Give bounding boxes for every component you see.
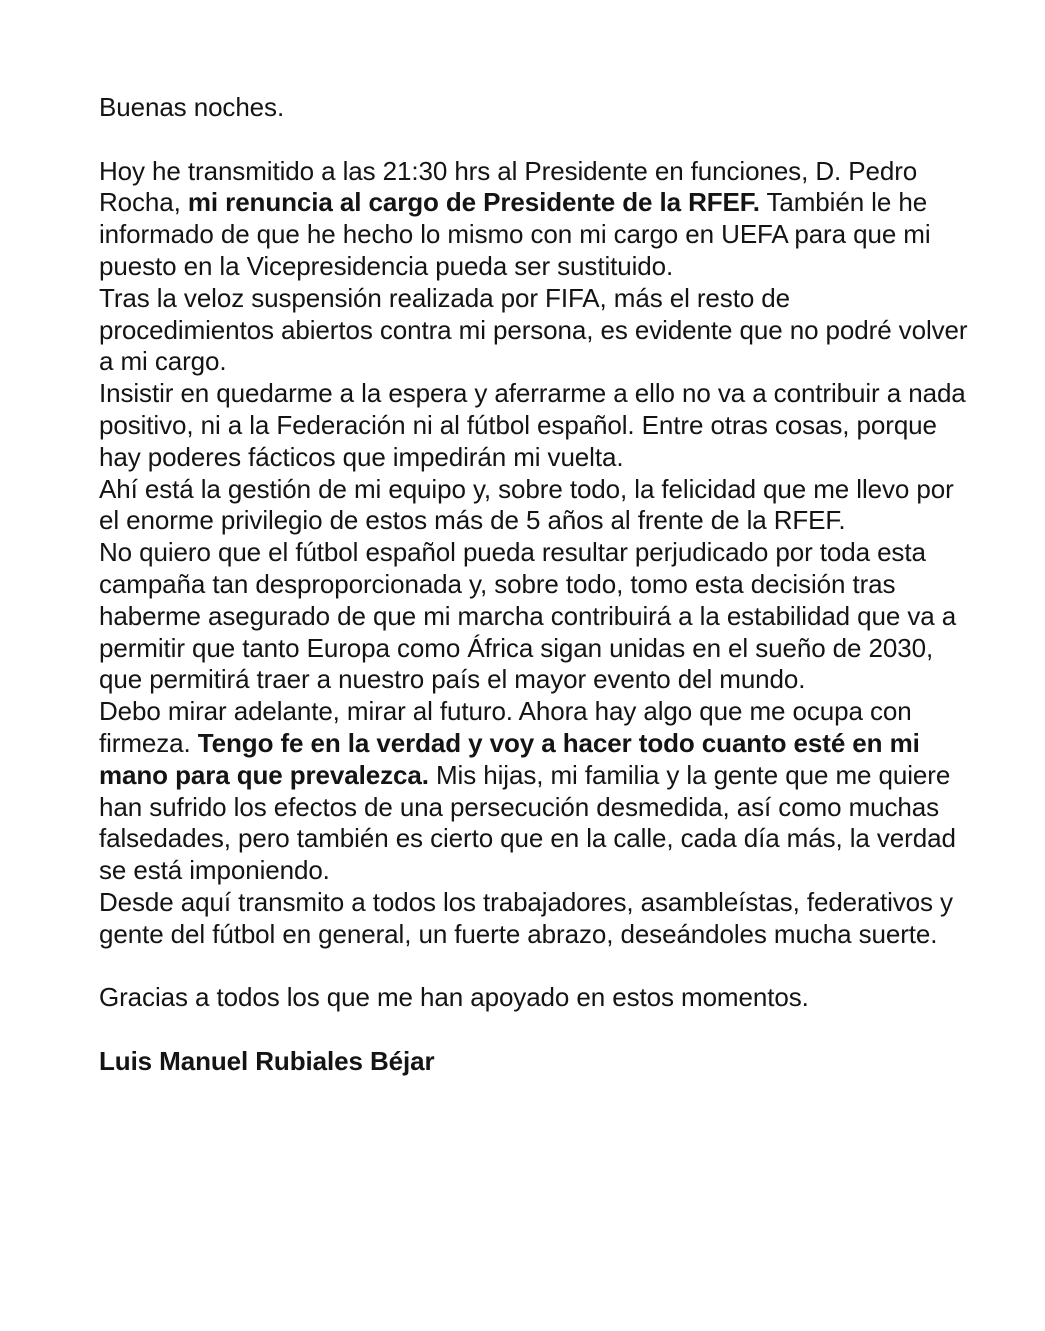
verdad-text-end: Mis hijas, mi familia y la gente que me quiere han sufrido los efectos de una persecución desmedida, así como muchas falsedades, pero también es cierto que en la calle, cada día más, la verdad se está imponiendo.	[99, 759, 956, 886]
paragraph-gestion: Ahí está la gestión de mi equipo y, sobre todo, la felicidad que me llevo por el enorme privilegio de estos más de 5 años al frente de la RFEF.	[99, 473, 954, 536]
paragraph-abrazo: Desde aquí transmito a todos los trabajadores, asambleístas, federativos y gente del fútbol en general, un fuerte abrazo, deseándoles mucha suerte.	[99, 886, 953, 949]
paragraph-futbol: No quiero que el fútbol español pueda resultar perjudicado por toda esta campaña tan desproporcionada y, sobre todo, tomo esta decisión tras haberme asegurado de que mi marcha contribuirá a la estabilidad que va a permitir que tanto Europa como África sigan unidas en el sueño de 2030, que permitirá traer a nuestro país el mayor evento del mundo.	[99, 537, 957, 695]
greeting: Buenas noches.	[99, 92, 285, 122]
verdad-text-start: Debo mirar adelante, mirar al futuro. Ahora hay algo que me ocupa con firmeza.	[99, 696, 912, 758]
resignation-text-start: Hoy he transmitido a las 21:30 hrs al Presidente en funciones, D. Pedro Rocha,	[99, 155, 918, 218]
verdad-bold: Tengo fe en la verdad y voy a hacer todo cuanto esté en mi mano para que prevalezca.	[99, 727, 920, 790]
resignation-text-end: También le he informado de que he hecho lo mismo con mi cargo en UEFA para que mi puesto en la Vicepresidencia pueda ser sustituido.	[99, 187, 931, 281]
paragraph-resignation	[99, 156, 969, 283]
spacer	[99, 951, 969, 983]
paragraph-insistir: Insistir en quedarme a la espera y aferrarme a ello no va a contribuir a nada positivo, ni a la Federación ni al fútbol español. Entre otras cosas, porque hay poderes fácticos que impedirán mi vuelta.	[99, 378, 966, 472]
paragraph-verdad	[99, 696, 969, 887]
signature: Luis Manuel Rubiales Béjar	[99, 1045, 435, 1076]
spacer	[99, 1014, 969, 1046]
paragraph-fifa: Tras la veloz suspensión realizada por FIFA, más el resto de procedimientos abiertos contra mi persona, es evidente que no podré volver a mi cargo.	[99, 282, 968, 377]
letter-body	[99, 92, 969, 1078]
thanks: Gracias a todos los que me han apoyado en estos momentos.	[99, 982, 809, 1013]
resignation-bold: mi renuncia al cargo de Presidente de la RFEF.	[187, 187, 760, 218]
spacer	[99, 124, 969, 156]
